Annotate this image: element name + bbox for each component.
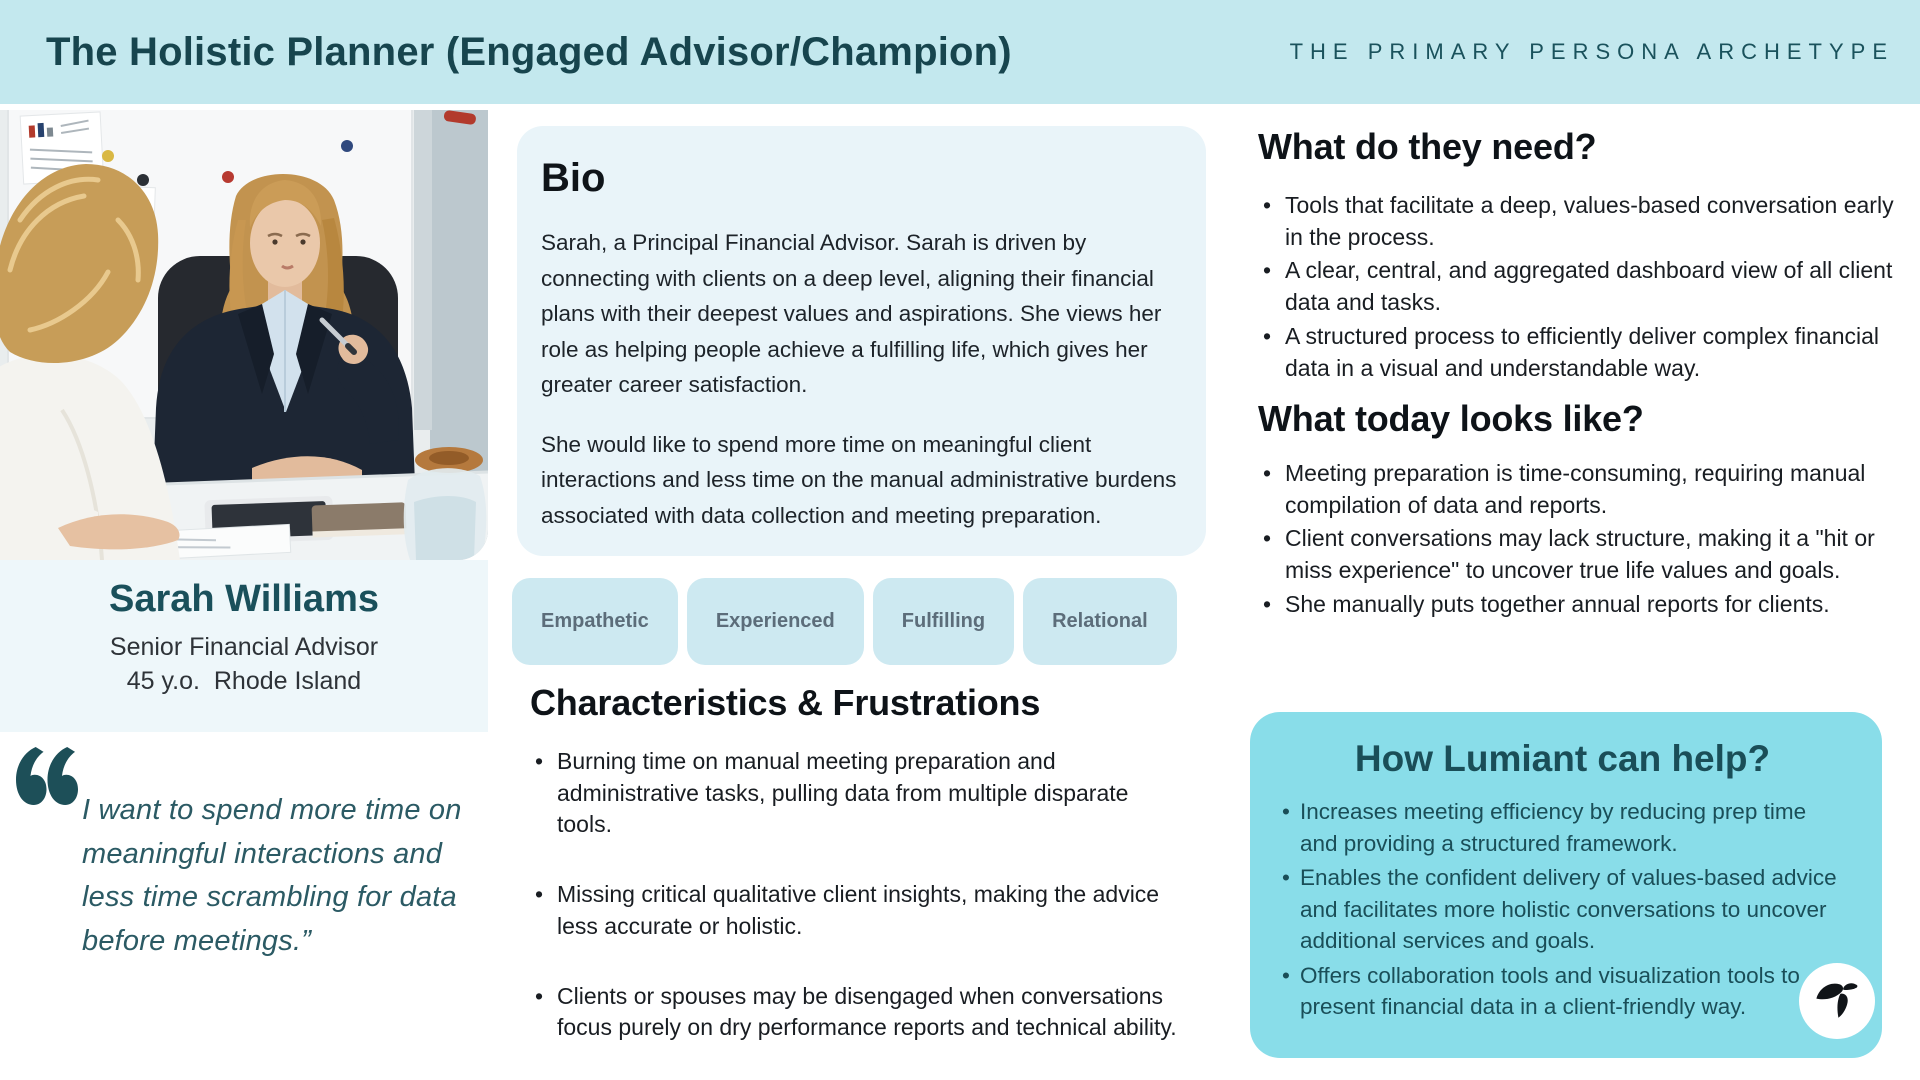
persona-photo <box>0 110 488 560</box>
help-list <box>1277 796 1848 1023</box>
list-item: • Increases meeting efficiency by reducing prep time and providing a structured framework. <box>1277 796 1837 859</box>
help-heading: How Lumiant can help? <box>1354 738 1771 779</box>
hummingbird-icon <box>1814 978 1860 1024</box>
magnet-blue <box>341 140 353 152</box>
today-list <box>1258 458 1913 621</box>
persona-quote: I want to spend more time on meaningful interactions and less time scrambling for data before meetings.” <box>82 794 462 957</box>
list-item: • Clients or spouses may be disengaged when conversations focus purely on dry performance reports and technical ability. <box>530 981 1180 1044</box>
trait-tags <box>512 578 1177 665</box>
magnet-yellow <box>102 150 114 162</box>
bio-card <box>517 126 1206 556</box>
list-item: • Missing critical qualitative client insights, making the advice less accurate or holistic. <box>530 879 1180 942</box>
trait-tag-empathetic: Empathetic <box>512 578 678 665</box>
bio-paragraph: She would like to spend more time on meaningful client interactions and less time on the manual administrative burdens associated with data collection and meeting preparation. <box>541 431 1177 528</box>
today-heading: What today looks like? <box>1258 398 1644 439</box>
page-title: The Holistic Planner (Engaged Advisor/Champion) <box>46 29 1012 74</box>
magnet-black <box>137 174 149 186</box>
meeting-scene-illustration <box>0 110 488 560</box>
trait-tag-relational: Relational <box>1023 578 1177 665</box>
list-item: • Enables the confident delivery of values-based advice and facilitates more holistic conversations to uncover additional services and goals. <box>1277 862 1837 957</box>
persona-age-location: 45 y.o. Rhode Island <box>126 667 362 695</box>
characteristics-heading: Characteristics & Frustrations <box>530 682 1041 723</box>
open-quote-icon <box>16 747 78 810</box>
help-card <box>1250 712 1882 1058</box>
characteristics-list <box>530 746 1206 1044</box>
bio-heading: Bio <box>541 156 606 200</box>
quote-block <box>0 745 488 1045</box>
trait-tag-fulfilling: Fulfilling <box>873 578 1014 665</box>
needs-section <box>1258 126 1913 386</box>
list-item: • Burning time on manual meeting preparation and administrative tasks, pulling data from multiple disparate tools. <box>530 746 1180 841</box>
list-item: • A clear, central, and aggregated dashboard view of all client data and tasks. <box>1258 255 1898 318</box>
persona-name: Sarah Williams <box>109 578 379 620</box>
bio-paragraph: Sarah, a Principal Financial Advisor. Sarah is driven by connecting with clients on a deep level, aligning their financial plans with their deepest values and aspirations. She views her role as helping people achieve a fulfilling life, which gives her greater career satisfaction. <box>541 230 1162 398</box>
list-item: • Offers collaboration tools and visualization tools to present financial data in a client-friendly way. <box>1277 960 1837 1023</box>
list-item: • Client conversations may lack structure, making it a "hit or miss experience" to uncover true life values and goals. <box>1258 523 1898 586</box>
list-item: • A structured process to efficiently deliver complex financial data in a visual and understandable way. <box>1258 321 1898 384</box>
list-item: • She manually puts together annual reports for clients. <box>1258 589 1898 621</box>
needs-heading: What do they need? <box>1258 126 1597 167</box>
archetype-label: THE PRIMARY PERSONA ARCHETYPE <box>1289 39 1894 64</box>
trait-tag-experienced: Experienced <box>687 578 864 665</box>
notebook <box>312 502 407 537</box>
magnet-red <box>222 171 234 183</box>
list-item: • Meeting preparation is time-consuming, requiring manual compilation of data and reports. <box>1258 458 1898 521</box>
header-banner <box>0 0 1920 104</box>
persona-role: Senior Financial Advisor <box>109 633 379 661</box>
list-item: • Tools that facilitate a deep, values-based conversation early in the process. <box>1258 190 1898 253</box>
needs-list <box>1258 190 1913 384</box>
today-section <box>1258 398 1913 623</box>
identity-card <box>0 560 488 732</box>
characteristics-section <box>530 682 1206 1080</box>
brand-logo-badge <box>1799 963 1875 1039</box>
